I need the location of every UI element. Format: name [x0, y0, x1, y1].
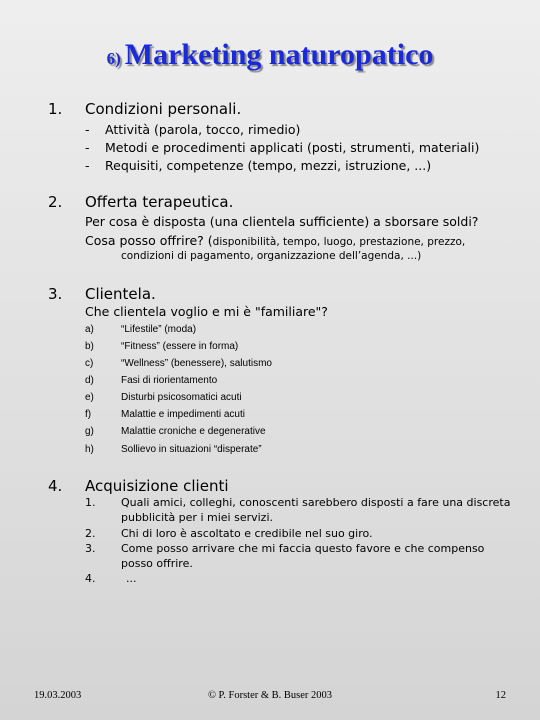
list-marker: f) [85, 409, 92, 420]
list-item [85, 158, 431, 173]
list-marker: 2. [85, 527, 96, 540]
list-item-text: “Fitness” (essere in forma) [121, 341, 239, 352]
list-item-text: Requisiti, competenze (tempo, mezzi, istruzione, ...) [105, 158, 432, 173]
body-line [85, 233, 465, 248]
list-item-text: Quali amici, colleghi, conoscenti sarebbero disposti a fare una discreta [121, 496, 511, 509]
section-heading: Condizioni personali. [85, 100, 242, 118]
list-item-text: Disturbi psicosomatici acuti [121, 392, 242, 403]
list-marker: - [85, 122, 90, 137]
list-item-continuation: pubblicità per i miei servizi. [121, 511, 274, 524]
list-marker: h) [85, 444, 94, 455]
section-number: 4. [48, 477, 63, 495]
list-item [85, 341, 238, 352]
list-item-text: “Lifestile” (moda) [121, 324, 197, 335]
list-marker: 3. [85, 542, 96, 555]
list-item-text: Malattie e impedimenti acuti [121, 409, 245, 420]
list-marker: g) [85, 426, 94, 437]
list-item [85, 444, 262, 455]
list-item-text: Fasi di riorientamento [121, 375, 218, 386]
section-heading: Acquisizione clienti [85, 477, 229, 495]
list-item [85, 409, 245, 420]
list-marker: e) [85, 392, 94, 403]
list-item-text: Attività (parola, tocco, rimedio) [105, 122, 301, 137]
list-marker: 1. [85, 496, 96, 509]
list-item [85, 375, 217, 386]
footer-date: 19.03.2003 [34, 690, 82, 701]
list-item-text: ... [126, 572, 137, 585]
list-marker: 4. [85, 572, 96, 585]
list-marker: - [85, 140, 90, 155]
body-line-text: Cosa posso offrire? ( [85, 233, 213, 248]
list-item [85, 324, 196, 335]
list-item [85, 358, 272, 369]
list-item [85, 140, 479, 155]
body-line-detail: disponibilità, tempo, luogo, prestazione, prezzo, [212, 236, 466, 248]
section-heading: Clientela. [85, 285, 156, 303]
footer-authors: © P. Forster & B. Buser 2003 [207, 690, 333, 701]
list-item-text: Chi di loro è ascoltato e credibile nel suo giro. [121, 527, 373, 540]
slide-title-text: Marketing naturopatico [124, 38, 434, 71]
footer-page-number: 12 [495, 690, 506, 701]
section-subheading: Che clientela voglio e mi è "familiare"? [85, 304, 328, 319]
list-item [85, 122, 300, 137]
slide-title [0, 38, 540, 72]
list-item-text: Sollievo in situazioni “disperate” [121, 444, 262, 455]
list-item [85, 426, 266, 437]
list-item-text: Come posso arrivare che mi faccia questo favore e che compenso [121, 542, 485, 555]
list-item-continuation: posso offrire. [121, 557, 193, 570]
section-number: 2. [48, 193, 63, 211]
list-item-text: “Wellness” (benessere), salutismo [121, 358, 272, 369]
section-number: 3. [48, 285, 63, 303]
body-line: condizioni di pagamento, organizzazione dell’agenda, ...) [121, 250, 422, 262]
list-marker: b) [85, 341, 94, 352]
slide-title-number: 6) [106, 49, 121, 68]
list-item-text: Metodi e procedimenti applicati (posti, strumenti, materiali) [105, 140, 480, 155]
list-marker: - [85, 158, 90, 173]
list-item [85, 392, 242, 403]
list-marker: c) [85, 358, 94, 369]
section-number: 1. [48, 100, 63, 118]
list-item-text: Malattie croniche e degenerative [121, 426, 266, 437]
section-heading: Offerta terapeutica. [85, 193, 234, 211]
list-marker: d) [85, 375, 94, 386]
list-marker: a) [85, 324, 94, 335]
body-line: Per cosa è disposta (una clientela sufficiente) a sborsare soldi? [85, 214, 479, 229]
